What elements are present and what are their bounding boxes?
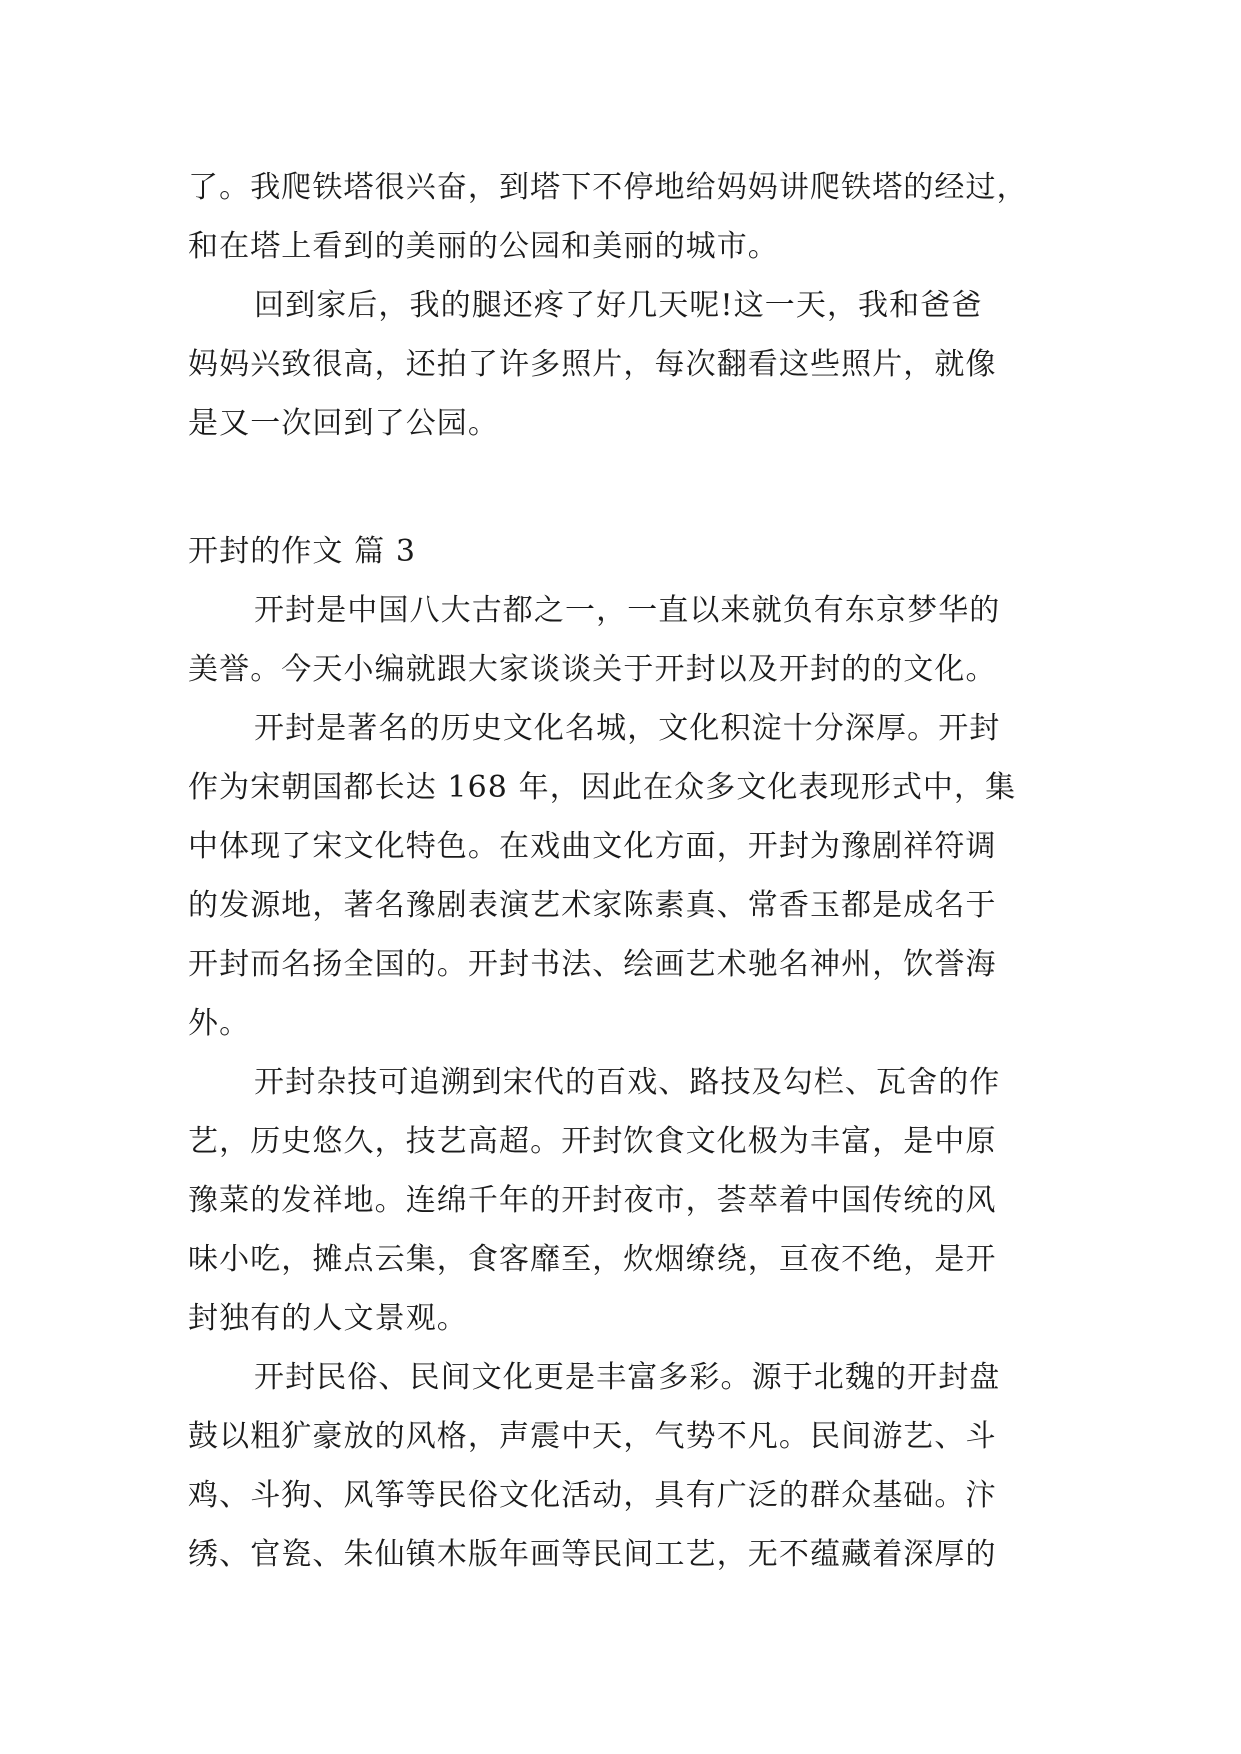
text-line: 的发源地，著名豫剧表演艺术家陈素真、常香玉都是成名于	[188, 888, 997, 923]
text-line: 艺，历史悠久，技艺高超。开封饮食文化极为丰富，是中原	[188, 1124, 997, 1159]
section-heading: 开封的作文 篇 3	[188, 534, 417, 569]
text-line: 妈妈兴致很高，还拍了许多照片，每次翻看这些照片，就像	[188, 347, 997, 382]
text-line: 豫菜的发祥地。连绵千年的开封夜市，荟萃着中国传统的风	[188, 1183, 997, 1218]
text-line: 了。我爬铁塔很兴奋，到塔下不停地给妈妈讲爬铁塔的经过，	[188, 170, 1028, 205]
text-line: 开封而名扬全国的。开封书法、绘画艺术驰名神州，饮誉海	[188, 947, 997, 982]
paragraph-start: 开封杂技可追溯到宋代的百戏、路技及勾栏、瓦舍的作	[254, 1065, 1001, 1100]
text-line: 封独有的人文景观。	[188, 1301, 468, 1336]
paragraph-start: 开封是中国八大古都之一，一直以来就负有东京梦华的	[254, 593, 1001, 628]
text-line: 鸡、斗狗、风筝等民俗文化活动，具有广泛的群众基础。汴	[188, 1478, 997, 1513]
paragraph-start: 开封是著名的历史文化名城，文化积淀十分深厚。开封	[254, 711, 1001, 746]
paragraph-start: 开封民俗、民间文化更是丰富多彩。源于北魏的开封盘	[254, 1360, 1001, 1395]
document-page	[188, 158, 1068, 1584]
text-line: 是又一次回到了公园。	[188, 406, 499, 441]
paragraph-start: 回到家后，我的腿还疼了好几天呢!这一天，我和爸爸	[254, 288, 983, 323]
text-line: 鼓以粗犷豪放的风格，声震中天，气势不凡。民间游艺、斗	[188, 1419, 997, 1454]
text-line: 中体现了宋文化特色。在戏曲文化方面，开封为豫剧祥符调	[188, 829, 997, 864]
text-line: 绣、官瓷、朱仙镇木版年画等民间工艺，无不蕴藏着深厚的	[188, 1537, 997, 1572]
text-line: 美誉。今天小编就跟大家谈谈关于开封以及开封的的文化。	[188, 652, 997, 687]
text-line: 外。	[188, 1006, 251, 1041]
text-line: 和在塔上看到的美丽的公园和美丽的城市。	[188, 229, 779, 264]
text-line: 作为宋朝国都长达 168 年，因此在众多文化表现形式中，集	[188, 770, 1017, 805]
text-line: 味小吃，摊点云集，食客靡至，炊烟缭绕，亘夜不绝，是开	[188, 1242, 997, 1277]
